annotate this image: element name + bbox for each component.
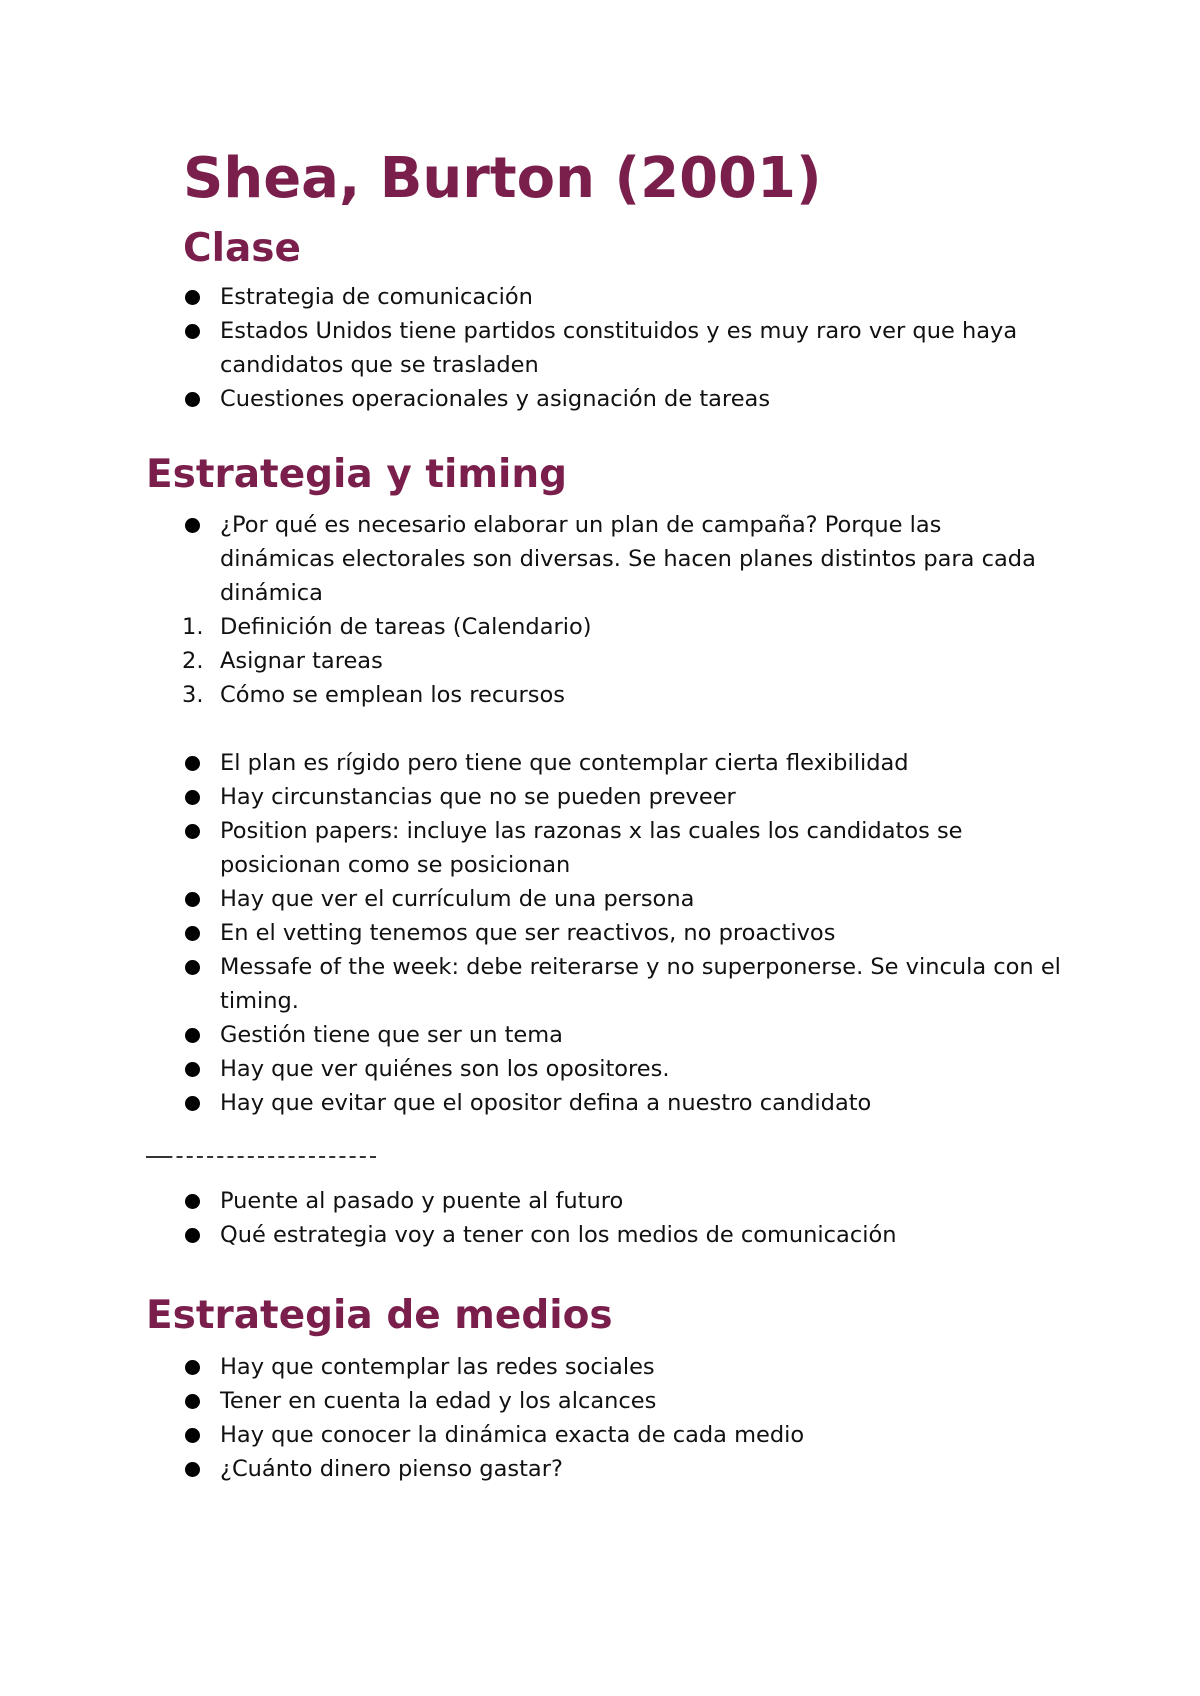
list-item-text: Asignar tareas — [220, 648, 383, 674]
list-item-text: Gestión tiene que ser un tema — [220, 1022, 563, 1048]
section-heading-medios: Estrategia de medios — [146, 1293, 613, 1338]
bullet-icon — [185, 1394, 200, 1409]
list-item-text: Estados Unidos tiene partidos constituidos y es muy raro ver que haya candidatos que se trasladen — [220, 318, 1018, 378]
list-item — [182, 314, 1062, 382]
list-item-text: Cuestiones operacionales y asignación de tareas — [220, 386, 771, 412]
list-item — [182, 1218, 1062, 1252]
list-item-text: En el vetting tenemos que ser reactivos, no proactivos — [220, 920, 836, 946]
list-item — [182, 1350, 1062, 1384]
list-item-text: Hay circunstancias que no se pueden preveer — [220, 784, 736, 810]
bullet-icon — [185, 392, 200, 407]
list-item-text: Hay que evitar que el opositor defina a nuestro candidato — [220, 1090, 872, 1116]
list-item — [182, 1018, 1062, 1052]
estrategia-intro-list — [182, 508, 1062, 610]
list-item-text: ¿Cuánto dinero pienso gastar? — [220, 1456, 563, 1482]
clase-bullet-list — [182, 280, 1062, 416]
bullet-icon — [185, 1462, 200, 1477]
numbered-item — [182, 678, 1062, 712]
list-item-text: Hay que conocer la dinámica exacta de cada medio — [220, 1422, 805, 1448]
list-item — [182, 1086, 1062, 1120]
item-number: 1. — [182, 614, 204, 640]
numbered-item — [182, 644, 1062, 678]
bullet-icon — [185, 960, 200, 975]
bullet-icon — [185, 1194, 200, 1209]
list-item — [182, 280, 1062, 314]
bullet-icon — [185, 756, 200, 771]
list-item — [182, 916, 1062, 950]
list-item — [182, 1184, 1062, 1218]
list-item — [182, 508, 1062, 610]
list-item-text: Hay que ver quiénes son los opositores. — [220, 1056, 670, 1082]
section-heading-clase: Clase — [183, 226, 301, 271]
list-item-text: Position papers: incluye las razonas x las cuales los candidatos se posicionan como se posicionan — [220, 818, 963, 878]
bullet-icon — [185, 290, 200, 305]
bullet-icon — [185, 926, 200, 941]
bullet-icon — [185, 1028, 200, 1043]
separator-line — [146, 1156, 376, 1158]
list-item-text: El plan es rígido pero tiene que contemplar cierta flexibilidad — [220, 750, 909, 776]
list-item — [182, 950, 1062, 1018]
bullet-icon — [185, 518, 200, 533]
list-item-text: Qué estrategia voy a tener con los medios de comunicación — [220, 1222, 897, 1248]
estrategia-bullet-list — [182, 746, 1062, 1120]
bullet-icon — [185, 1228, 200, 1243]
list-item-text: Definición de tareas (Calendario) — [220, 614, 592, 640]
item-number: 2. — [182, 648, 204, 674]
list-item — [182, 382, 1062, 416]
list-item-text: Cómo se emplean los recursos — [220, 682, 565, 708]
bullet-icon — [185, 1360, 200, 1375]
list-item-text: Tener en cuenta la edad y los alcances — [220, 1388, 657, 1414]
bullet-icon — [185, 790, 200, 805]
list-item-text: Messafe of the week: debe reiterarse y no superponerse. Se vincula con el timing. — [220, 954, 1061, 1014]
bullet-icon — [185, 324, 200, 339]
list-item — [182, 1452, 1062, 1486]
item-number: 3. — [182, 682, 204, 708]
list-item — [182, 1384, 1062, 1418]
bullet-icon — [185, 824, 200, 839]
bullet-icon — [185, 1062, 200, 1077]
list-item-text: Estrategia de comunicación — [220, 284, 533, 310]
list-item — [182, 814, 1062, 882]
list-item — [182, 746, 1062, 780]
post-separator-list — [182, 1184, 1062, 1252]
list-item-text: Hay que ver el currículum de una persona — [220, 886, 695, 912]
document-title: Shea, Burton (2001) — [183, 146, 822, 211]
bullet-icon — [185, 892, 200, 907]
list-item — [182, 780, 1062, 814]
list-item — [182, 1052, 1062, 1086]
bullet-icon — [185, 1428, 200, 1443]
bullet-icon — [185, 1096, 200, 1111]
list-item-text: Puente al pasado y puente al futuro — [220, 1188, 624, 1214]
list-item — [182, 882, 1062, 916]
numbered-item — [182, 610, 1062, 644]
list-item-text: Hay que contemplar las redes sociales — [220, 1354, 655, 1380]
section-heading-estrategia-timing: Estrategia y timing — [146, 452, 568, 497]
estrategia-numbered-list — [182, 610, 1062, 712]
medios-bullet-list — [182, 1350, 1062, 1486]
list-item-text: ¿Por qué es necesario elaborar un plan de campaña? Porque las dinámicas electorales son diversas. Se hacen planes distintos para cada dinámica — [220, 512, 1036, 606]
list-item — [182, 1418, 1062, 1452]
